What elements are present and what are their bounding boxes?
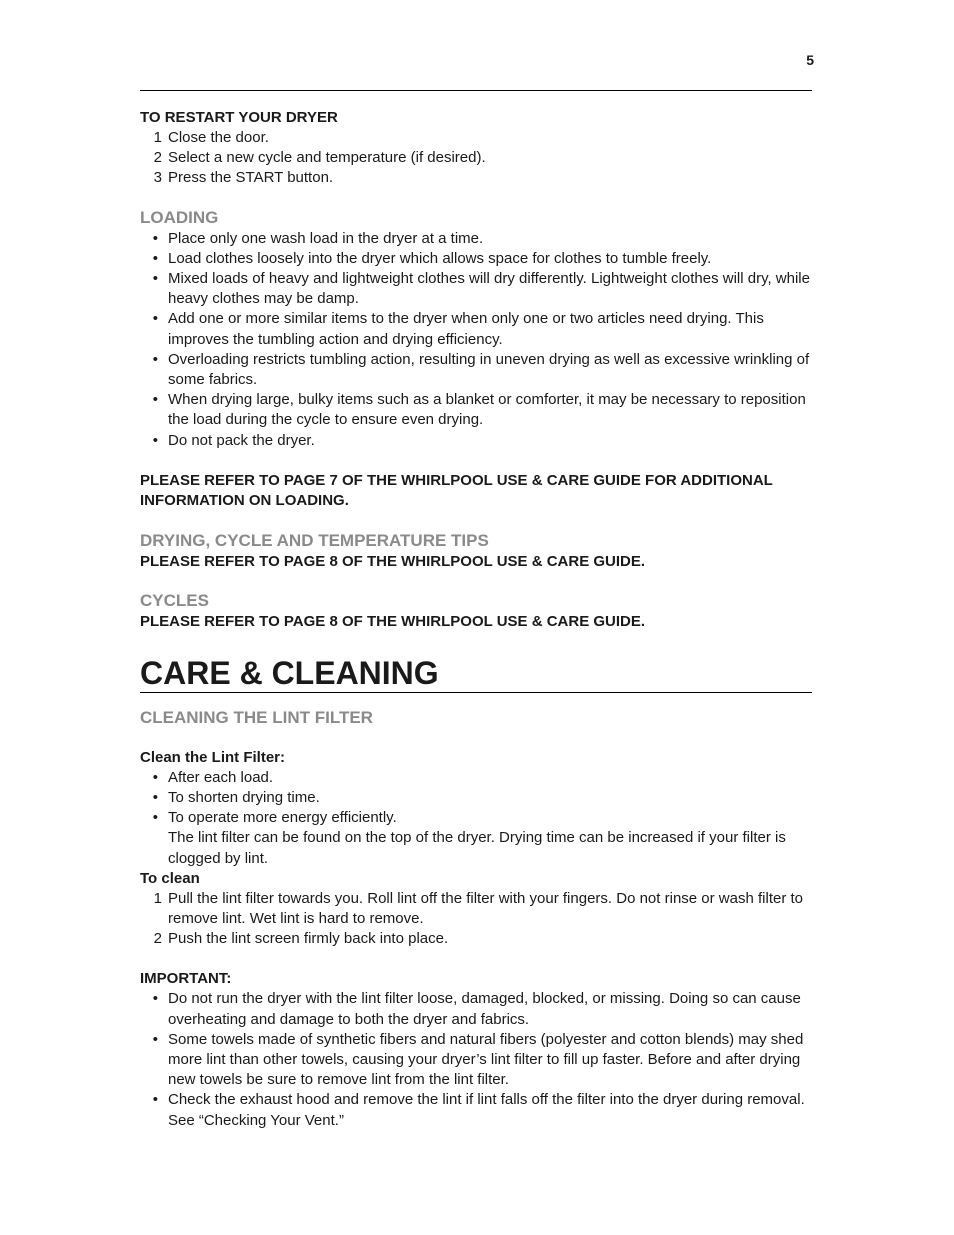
loading-heading: LOADING (140, 207, 219, 227)
to-clean-title: To clean (140, 869, 200, 887)
list-item: • Place only one wash load in the dryer at a time. (152, 229, 484, 247)
list-item: • Load clothes loosely into the dryer which allows space for clothes to tumble freely. (152, 249, 712, 267)
tips-refer-note: PLEASE REFER TO PAGE 8 OF THE WHIRLPOOL USE & CARE GUIDE. (140, 552, 646, 570)
important-list (140, 989, 812, 1130)
list-item: • Add one or more similar items to the dryer when only one or two articles need drying. This improves the tumbling action and drying efficiency. (152, 310, 764, 348)
restart-title: TO RESTART YOUR DRYER (140, 109, 338, 126)
important-title: IMPORTANT: (140, 970, 232, 988)
header-rule (140, 90, 812, 91)
cycles-heading: CYCLES (140, 590, 209, 610)
restart-steps (140, 128, 812, 189)
to-clean-steps (140, 889, 812, 950)
list-item: • Some towels made of synthetic fibers and natural fibers (polyester and cotton blends) may shed more lint than other towels, causing your dryer’s lint filter to fill up faster. Before and after drying new towels be sure to remove lint from the lint filter. (152, 1030, 804, 1089)
lint-filter-note: The lint filter can be found on the top of the dryer. Drying time can be increased if your filter is clogged by lint. (168, 829, 786, 867)
to-clean-step: 2 Push the lint screen firmly back into place. (153, 930, 449, 948)
list-item: • Do not pack the dryer. (152, 431, 315, 449)
list-item: • After each load. (152, 768, 274, 786)
restart-step: 1 Close the door. (153, 129, 269, 146)
clean-lint-list (140, 768, 812, 829)
restart-step: 3 Press the START button. (153, 169, 334, 187)
list-item: • When drying large, bulky items such as a blanket or comforter, it may be necessary to reposition the load during the cycle to ensure even drying. (152, 391, 806, 429)
care-cleaning-title: CARE & CLEANING (140, 654, 439, 691)
loading-refer-note: PLEASE REFER TO PAGE 7 OF THE WHIRLPOOL USE & CARE GUIDE FOR ADDITIONAL INFORMATION ON LOADING. (140, 471, 773, 509)
tips-heading: DRYING, CYCLE AND TEMPERATURE TIPS (140, 530, 489, 550)
list-item: • Check the exhaust hood and remove the lint if lint falls off the filter into the dryer during removal. See “Checking Your Vent.” (152, 1091, 805, 1129)
clean-lint-filter-title: Clean the Lint Filter: (140, 748, 286, 766)
list-item: • Do not run the dryer with the lint filter loose, damaged, blocked, or missing. Doing so can cause overheating and damage to both the dryer and fabrics. (152, 990, 801, 1028)
care-cleaning-rule (140, 692, 812, 693)
to-clean-step: 1 Pull the lint filter towards you. Roll lint off the filter with your fingers. Do not rinse or wash filter to remove lint. Wet lint is hard to remove. (153, 889, 803, 928)
page-content (140, 108, 812, 1131)
list-item: • Overloading restricts tumbling action, resulting in uneven drying as well as excessive wrinkling of some fabrics. (152, 350, 810, 389)
loading-list (140, 229, 812, 451)
restart-step: 2 Select a new cycle and temperature (if desired). (153, 149, 486, 167)
list-item: • To shorten drying time. (152, 789, 320, 807)
list-item: • To operate more energy efficiently. (152, 809, 397, 827)
cycles-refer-note: PLEASE REFER TO PAGE 8 OF THE WHIRLPOOL USE & CARE GUIDE. (140, 612, 646, 630)
page-number: 5 (806, 52, 814, 68)
list-item: • Mixed loads of heavy and lightweight clothes will dry differently. Lightweight clothes will dry, while heavy clothes may be damp. (152, 270, 810, 308)
lint-filter-heading: CLEANING THE LINT FILTER (140, 707, 373, 727)
